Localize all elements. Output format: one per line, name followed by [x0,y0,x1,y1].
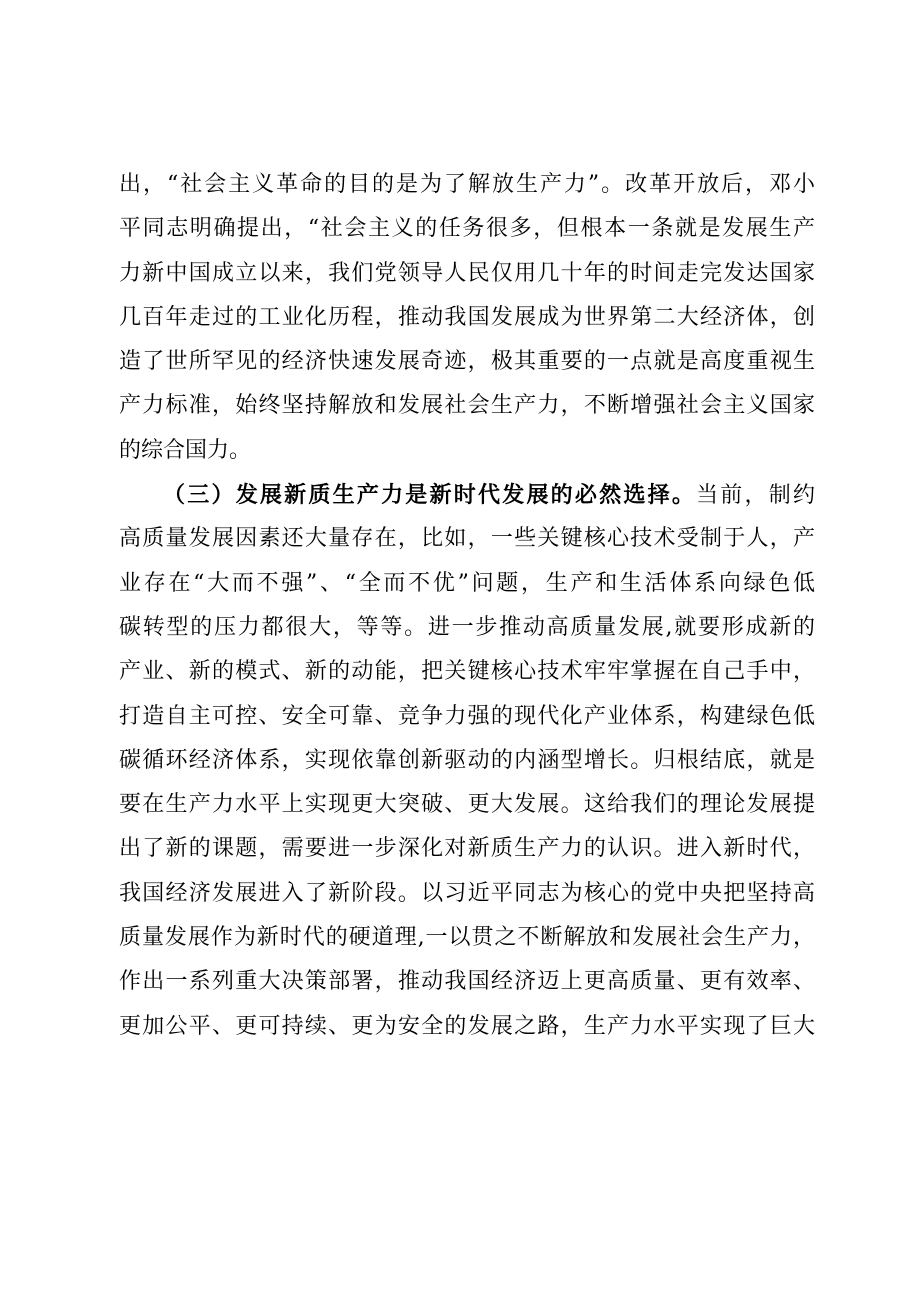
paragraph-first-line [119,473,815,517]
text-line: 打造自主可控、安全可靠、竞争力强的现代化产业体系，构建绿色低 [119,703,815,729]
text-line: 更加公平、更可持续、更为安全的发展之路，生产力水平实现了巨大 [119,1013,815,1039]
text-line: 要在生产力水平上实现更大突破、更大发展。这给我们的理论发展提 [119,792,815,818]
text-line: 业存在“大而不强”、“全而不优”问题，生产和生活体系向绿色低 [119,570,815,596]
section-heading: （三）发展新质生产力是新时代发展的必然选择。 [163,482,697,509]
body-text [119,163,815,1049]
text-line: 出了新的课题，需要进一步深化对新质生产力的认识。进入新时代， [119,836,815,862]
text-line: 质量发展作为新时代的硬道理,一以贯之不断解放和发展社会生产力， [119,925,815,951]
text-line: 作出一系列重大决策部署，推动我国经济迈上更高质量、更有效率、 [119,969,815,995]
text-line: 碳转型的压力都很大，等等。进一步推动高质量发展,就要形成新的 [119,614,815,640]
text-line: 力新中国成立以来，我们党领导人民仅用几十年的时间走完发达国家 [119,260,815,286]
text-line: 出，“社会主义革命的目的是为了解放生产力”。改革开放后，邓小 [119,172,815,197]
text-line: 几百年走过的工业化历程，推动我国发展成为世界第二大经济体，创 [119,304,815,330]
text-line: 碳循环经济体系，实现依靠创新驱动的内涵型增长。归根结底，就是 [119,747,815,773]
text-line: 产力标准，始终坚持解放和发展社会生产力，不断增强社会主义国家 [119,393,815,419]
text-line: 造了世所罕见的经济快速发展奇迹，极其重要的一点就是高度重视生 [119,349,815,375]
text-line: 我国经济发展进入了新阶段。以习近平同志为核心的党中央把坚持高 [119,880,815,906]
text-fragment: 当前，制约 [696,483,815,509]
text-line: 的综合国力。 [119,437,252,463]
text-line: 产业、新的模式、新的动能，把关键核心技术牢牢掌握在自己手中， [119,659,815,685]
text-line: 高质量发展因素还大量存在，比如，一些关键核心技术受制于人，产 [119,526,815,552]
text-line: 平同志明确提出，“社会主义的任务很多，但根本一条就是发展生产 [119,216,815,242]
